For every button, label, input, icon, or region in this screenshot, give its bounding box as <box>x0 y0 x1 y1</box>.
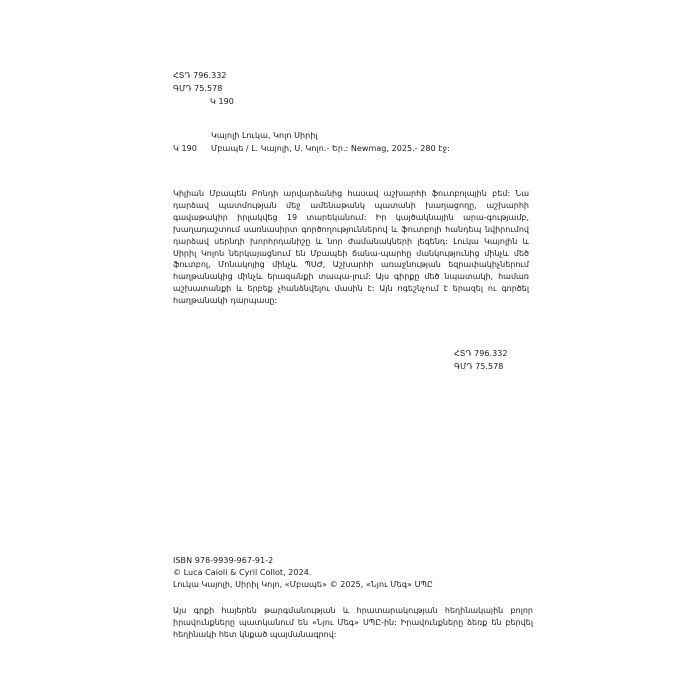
rights-notice: Այս գրքի հայերեն թարգմանության և հրատարակության հեղինակային բոլոր իրավունքները պատկանում են «Նյու Մեգ» ՍՊԸ-ին: Իրավունքները ձեռք են բերվել հեղինակի հետ կնքած պայմանագրով: <box>173 606 533 639</box>
isbn: ISBN 978-9939-967-91-2 <box>173 556 274 565</box>
bbk-code: ԳՄԴ 75.578 <box>173 84 223 93</box>
book-abstract: Կիլիան Մբապեն Բոնդի արվարձանից հասավ աշխարհի ֆուտբոլային բեմ: Նա դարձավ պատմության մեջ ամենաթանկ պատանի խաղացողը, աշխարհի գավաթակիր իրլակվեց 19 տարեկանում: Իր կայծակնային արա-գությամբ, խաղադաշտում սառնասիրտ գործողություններով և ֆուտբոլի հանդեպ նվիրումով դարձավ սերնդի խորհրդանիշը և նոր ժամանակների լեգենդ: Լուկա Կայոլին և Սիրիլ Կոլոն ներկայացնում են Մբապեի ճանա-պարհը մանկությունից մինչև մեծ ֆուտբոլ, Մոնակոյից մինչև ՊՍԺ, Աշխարհի առաջնության եզրափակիչներում հաղթանակից մինչև երազանքի տապա-լում: Այս գիրքը մեծ նպատակի, համառ աշխատանքի և երբեք չհանձնվելու մասին է: Այն ոգեշնչում է երազել ու գործել հաղթանակի դարպասը: <box>173 189 529 306</box>
copyright-original: © Luca Caioli & Cyril Collot, 2024. <box>173 568 312 577</box>
udk-code-repeat: ՀՏԴ 796.332 <box>454 349 508 358</box>
bibliographic-title-line: Մբապե / Լ. Կայոլի, Ս. Կոլո.- Եր.: Newmag, 2025.- 280 էջ: <box>211 144 450 153</box>
bibliographic-author-mark: Կ 190 <box>173 144 197 153</box>
udk-code: ՀՏԴ 796.332 <box>173 71 227 80</box>
copyright-translation: Լուկա Կայոլի, Սիրիլ Կոլո, «Մբապե» © 2025, «Նյու Մեգ» ՍՊԸ <box>173 580 433 589</box>
bibliographic-authors: Կայոլի Լուկա, Կոլո Սիրիլ <box>211 131 318 140</box>
bbk-code-repeat: ԳՄԴ 75.578 <box>454 362 504 371</box>
author-mark: Կ 190 <box>210 97 234 106</box>
